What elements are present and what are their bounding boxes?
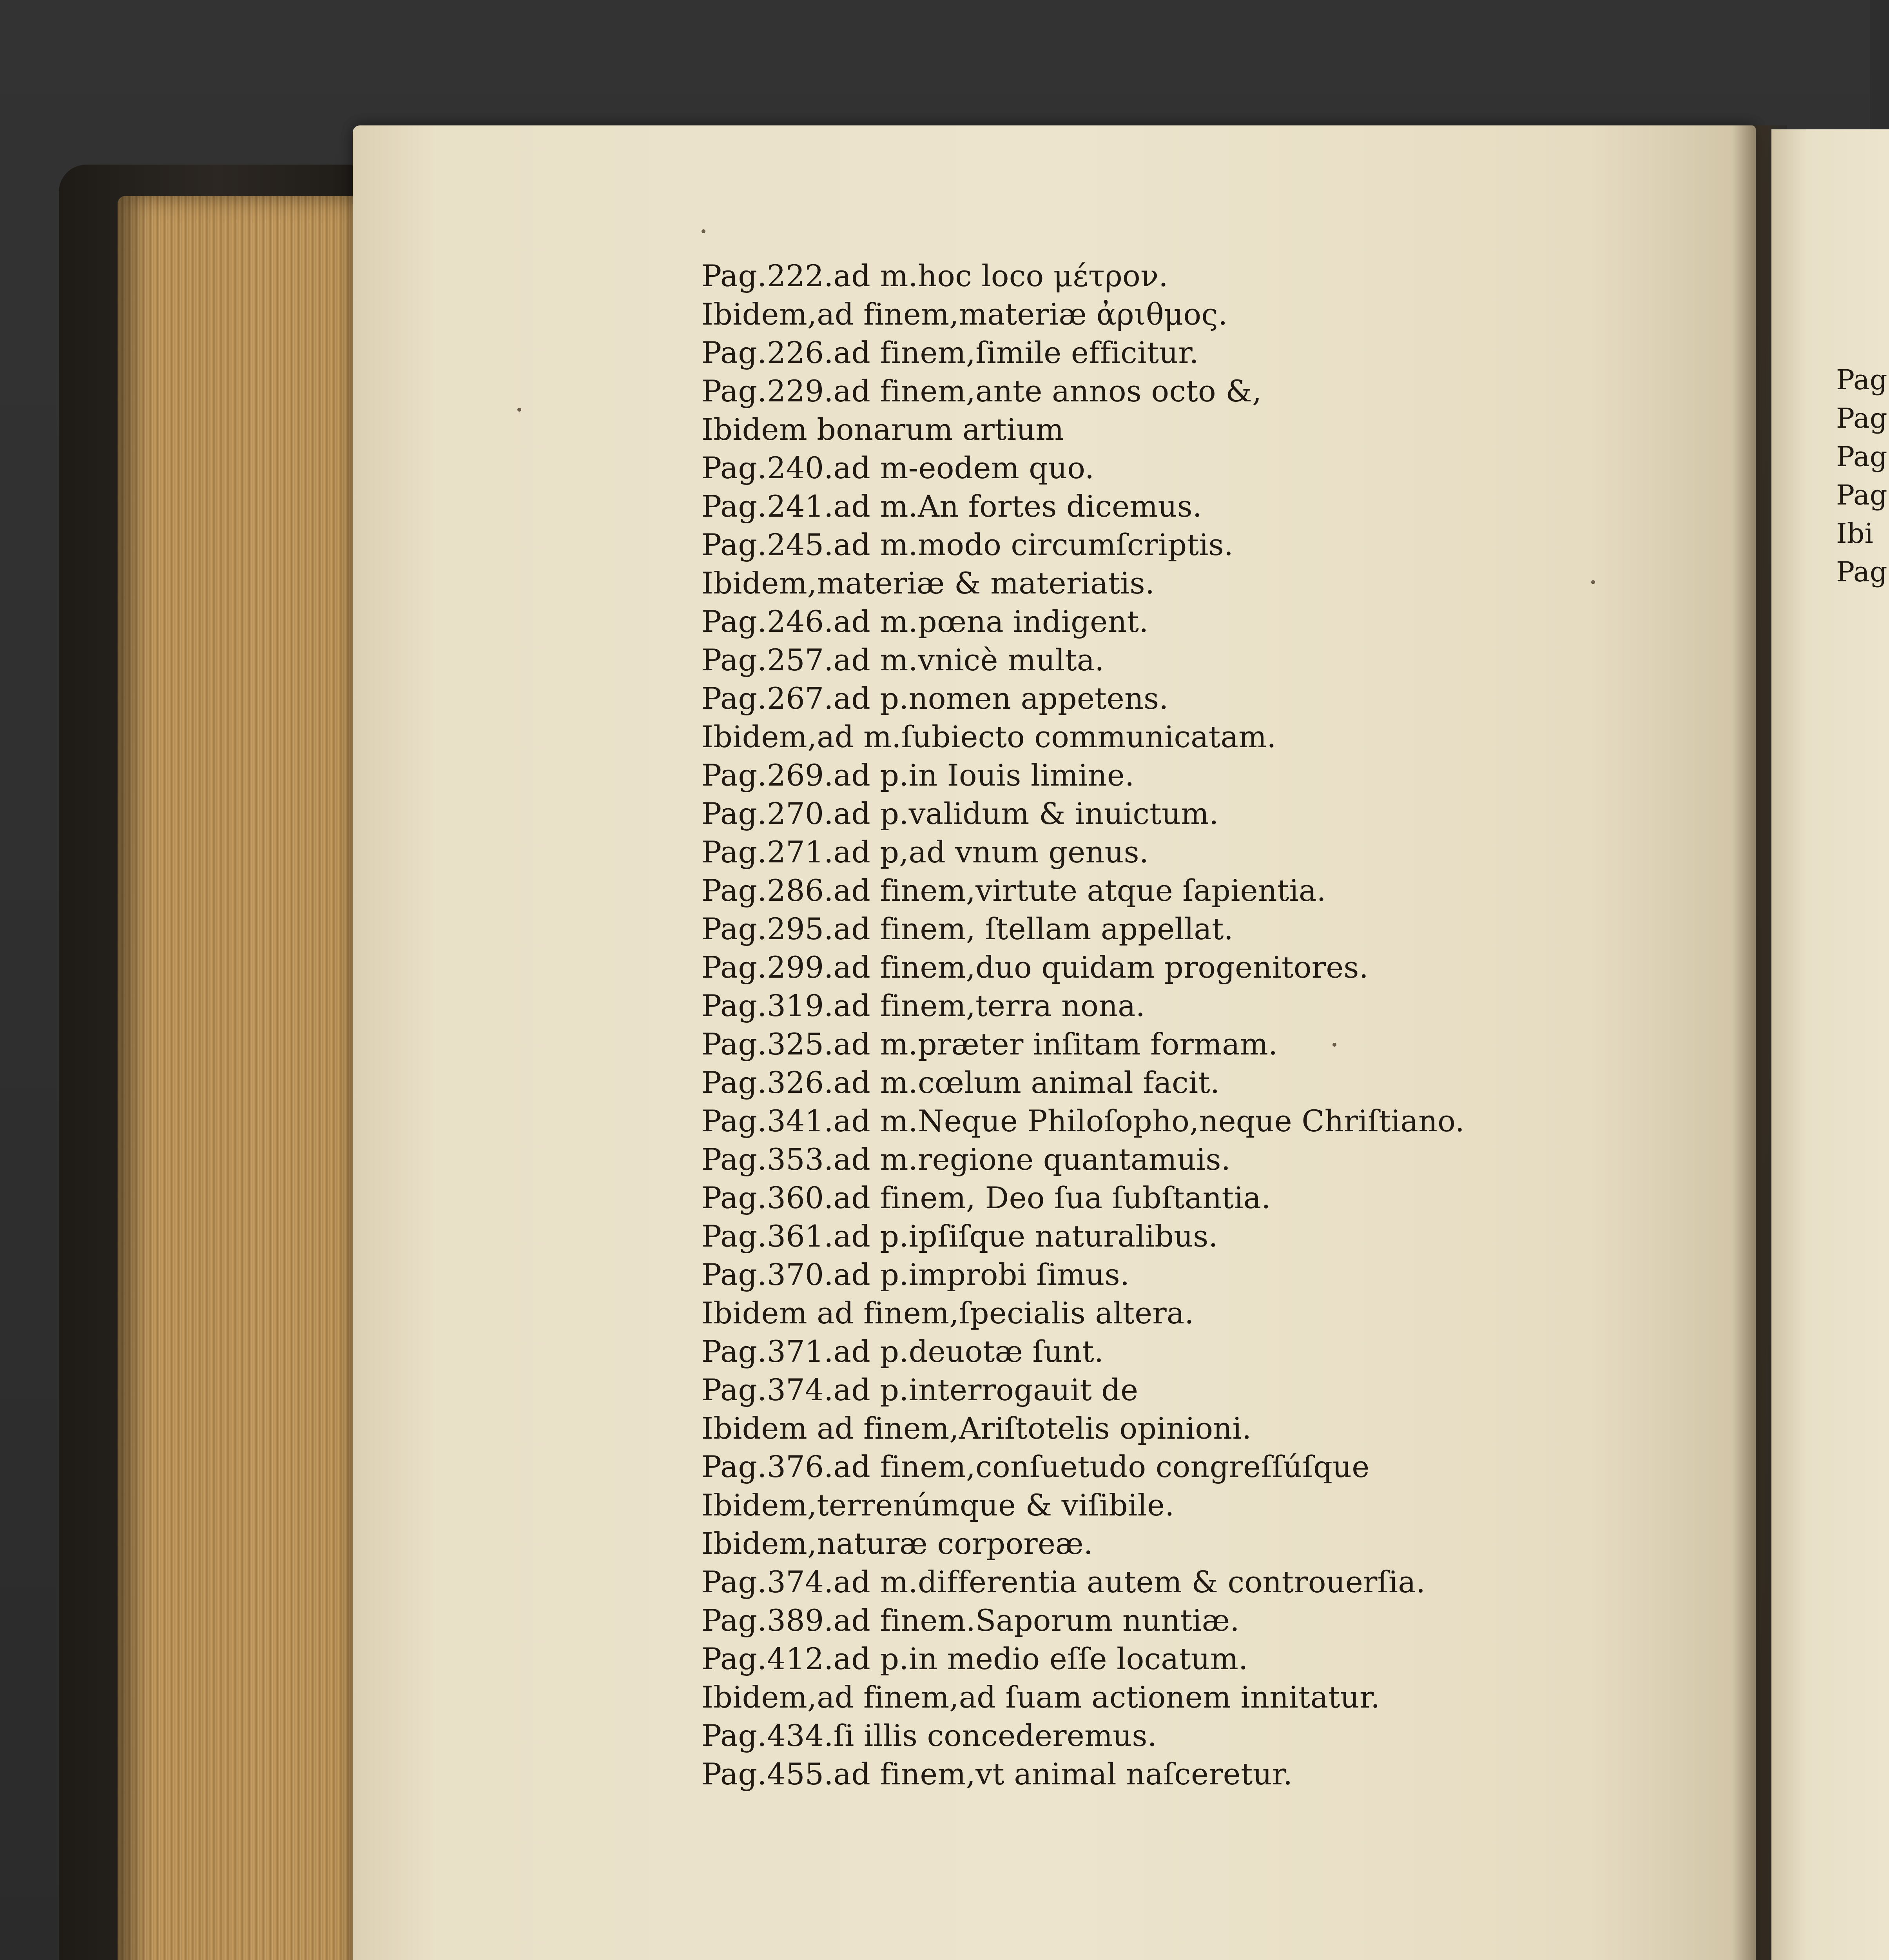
- errata-line: Pag.226.ad finem,ſimile efficitur.: [702, 335, 1199, 370]
- right-page-text-fragments: [1836, 361, 1887, 591]
- right-page-fragment: Pag: [1836, 364, 1887, 396]
- page-block-edge: [118, 196, 361, 1960]
- errata-line: Pag.245.ad m.modo circumſcriptis.: [702, 527, 1234, 562]
- errata-line: Pag.286.ad finem,virtute atque ſapientia.: [702, 873, 1326, 908]
- errata-line: Pag.222.ad m.hoc loco μέτρον.: [702, 258, 1168, 293]
- errata-line: Pag.299.ad finem,duo quidam progenitores.: [702, 950, 1369, 985]
- errata-line: Pag.271.ad p,ad vnum genus.: [702, 835, 1149, 869]
- errata-line: Pag.389.ad finem.Saporum nuntiæ.: [702, 1603, 1240, 1638]
- errata-line: Pag.353.ad m.regione quantamuis.: [702, 1142, 1231, 1177]
- errata-line: Pag.455.ad finem,vt animal naſceretur.: [702, 1757, 1293, 1791]
- errata-line: Pag.376.ad finem,conſuetudo congreſſúſque: [702, 1449, 1370, 1484]
- errata-line: Pag.269.ad p.in Iouis limine.: [702, 758, 1135, 793]
- errata-line: Pag.319.ad finem,terra nona.: [702, 988, 1146, 1023]
- errata-line: Pag.240.ad m-eodem quo.: [702, 450, 1095, 485]
- errata-list: [702, 257, 1603, 1793]
- right-page-fragment: Pag: [1836, 402, 1887, 434]
- errata-line: Ibidem bonarum artium: [702, 412, 1064, 447]
- right-page-fragment: Pag: [1836, 441, 1887, 473]
- right-page-fragment: Ibi: [1836, 517, 1873, 550]
- errata-line: Ibidem,ad finem,materiæ ἀριθμος.: [702, 297, 1228, 332]
- errata-line: Pag.341.ad m.Neque Philoſopho,neque Chriſtiano.: [702, 1103, 1465, 1138]
- errata-line: Ibidem,naturæ corporeæ.: [702, 1526, 1093, 1561]
- ink-speck: [517, 408, 521, 412]
- ink-speck: [1332, 1043, 1336, 1047]
- errata-line: Ibidem ad finem,Ariſtotelis opinioni.: [702, 1411, 1252, 1446]
- errata-line: Pag.361.ad p.ipſiſque naturalibus.: [702, 1219, 1218, 1254]
- errata-line: Pag.370.ad p.improbi ſimus.: [702, 1257, 1130, 1292]
- errata-line: Pag.412.ad p.in medio eſſe locatum.: [702, 1641, 1248, 1676]
- errata-line: Ibidem,ad m.ſubiecto communicatam.: [702, 719, 1276, 754]
- errata-line: Pag.326.ad m.cœlum animal facit.: [702, 1065, 1220, 1100]
- ink-speck: [702, 229, 705, 233]
- errata-line: Ibidem,materiæ & materiatis.: [702, 566, 1155, 601]
- errata-line: Ibidem,ad finem,ad ſuam actionem innitatur.: [702, 1680, 1380, 1715]
- errata-line: Pag.374.ad p.interrogauit de: [702, 1372, 1138, 1407]
- errata-line: Pag.246.ad m.pœna indigent.: [702, 604, 1149, 639]
- errata-line: Pag.267.ad p.nomen appetens.: [702, 681, 1169, 716]
- errata-line: Ibidem,terrenúmque & viſibile.: [702, 1488, 1175, 1523]
- right-page-fragment: Pag: [1836, 479, 1887, 511]
- errata-line: Pag.434.ſi illis concederemus.: [702, 1718, 1157, 1753]
- ink-speck: [1591, 580, 1595, 584]
- errata-line: Pag.270.ad p.validum & inuictum.: [702, 796, 1219, 831]
- errata-line: Pag.374.ad m.differentia autem & controuerſia.: [702, 1564, 1426, 1599]
- errata-line: Pag.229.ad finem,ante annos octo &,: [702, 374, 1262, 408]
- errata-line: Ibidem ad finem,ſpecialis altera.: [702, 1296, 1194, 1330]
- errata-line: Pag.241.ad m.An fortes dicemus.: [702, 489, 1202, 524]
- errata-line: Pag.257.ad m.vnicè multa.: [702, 642, 1104, 677]
- errata-line: Pag.295.ad finem, ſtellam appellat.: [702, 911, 1233, 946]
- errata-line: Pag.360.ad finem, Deo ſua ſubſtantia.: [702, 1180, 1271, 1215]
- errata-line: Pag.325.ad m.præter inſitam formam.: [702, 1027, 1278, 1062]
- errata-line: Pag.371.ad p.deuotæ ſunt.: [702, 1334, 1104, 1369]
- right-page-fragment: Pag: [1836, 556, 1887, 588]
